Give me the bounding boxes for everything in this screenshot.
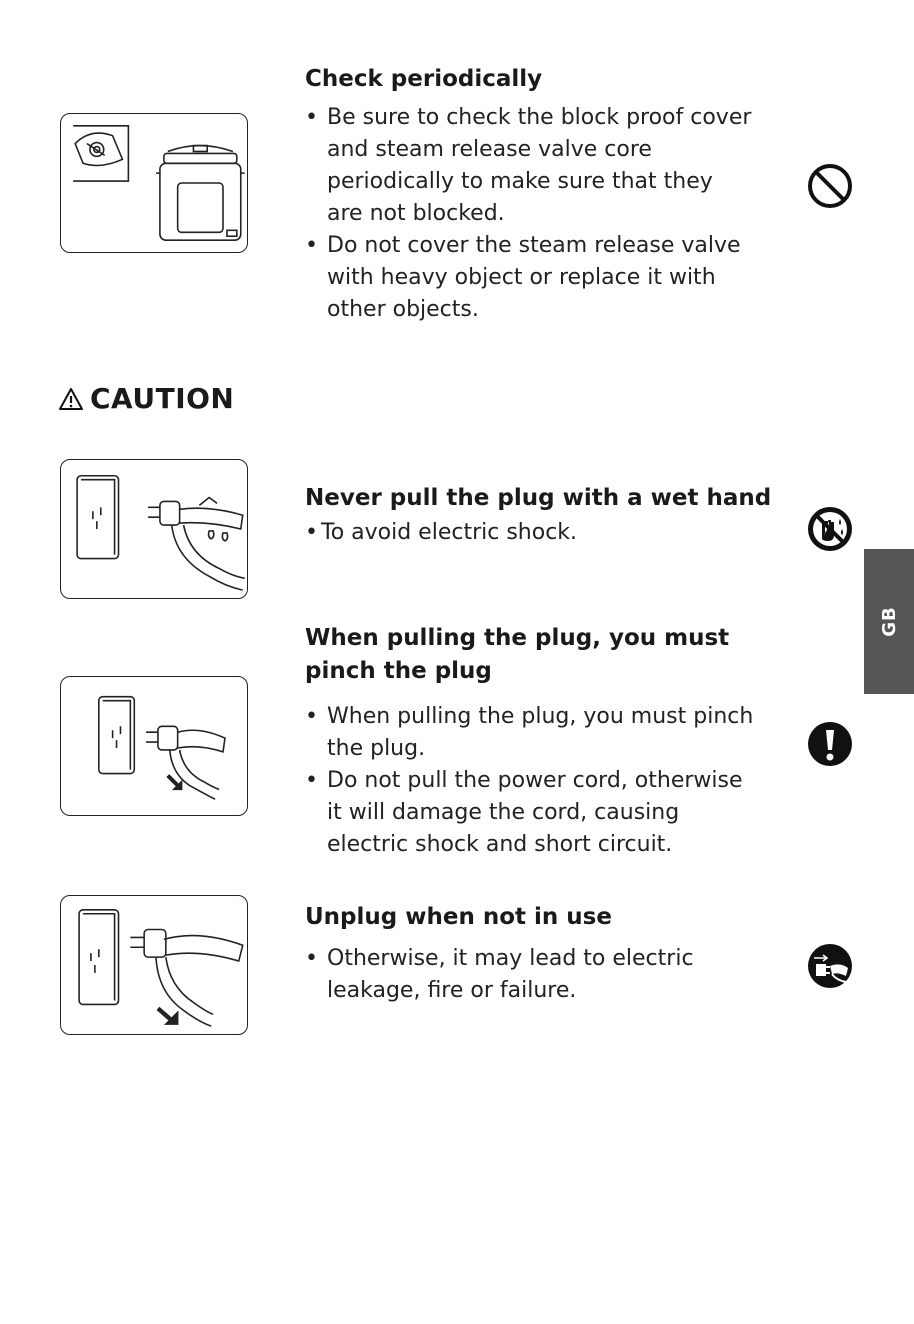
unplug-illustration bbox=[60, 895, 248, 1035]
exclamation-icon bbox=[806, 720, 854, 768]
list-item: • To avoid electric shock. bbox=[305, 517, 765, 549]
no-wet-hand-icon bbox=[806, 505, 854, 553]
pinch-plug-illustration bbox=[60, 676, 248, 816]
pinch-heading-line2: pinch the plug bbox=[305, 658, 492, 684]
prohibition-icon bbox=[806, 162, 854, 210]
check-bullets bbox=[305, 102, 755, 326]
warning-triangle-icon bbox=[58, 387, 84, 411]
language-tab bbox=[864, 549, 914, 694]
pinch-heading-line1: When pulling the plug, you must bbox=[305, 625, 730, 651]
check-heading: Check periodically bbox=[305, 66, 543, 92]
wet-hand-plug-illustration bbox=[60, 459, 248, 599]
list-item: • Be sure to check the block proof cover and steam release valve core periodically to make sure that they are not blocked. bbox=[305, 102, 755, 230]
unplug-bullets bbox=[305, 943, 755, 1007]
list-item: • Do not pull the power cord, otherwise it will damage the cord, causing electric shock and short circuit. bbox=[305, 765, 755, 861]
pinch-heading bbox=[305, 622, 729, 688]
caution-label: CAUTION bbox=[90, 382, 235, 415]
list-item: • When pulling the plug, you must pinch the plug. bbox=[305, 701, 755, 765]
unplug-heading: Unplug when not in use bbox=[305, 904, 612, 930]
list-item: • Do not cover the steam release valve with heavy object or replace it with other objects. bbox=[305, 230, 755, 326]
list-item: • Otherwise, it may lead to electric leakage, fire or failure. bbox=[305, 943, 755, 1007]
unplug-icon bbox=[806, 942, 854, 990]
language-tab-label: GB bbox=[878, 606, 900, 637]
caution-title bbox=[58, 382, 234, 415]
pressure-cooker-illustration bbox=[60, 113, 248, 253]
wet-hand-bullets bbox=[305, 517, 765, 549]
pinch-bullets bbox=[305, 701, 755, 861]
wet-hand-heading: Never pull the plug with a wet hand bbox=[305, 485, 772, 511]
